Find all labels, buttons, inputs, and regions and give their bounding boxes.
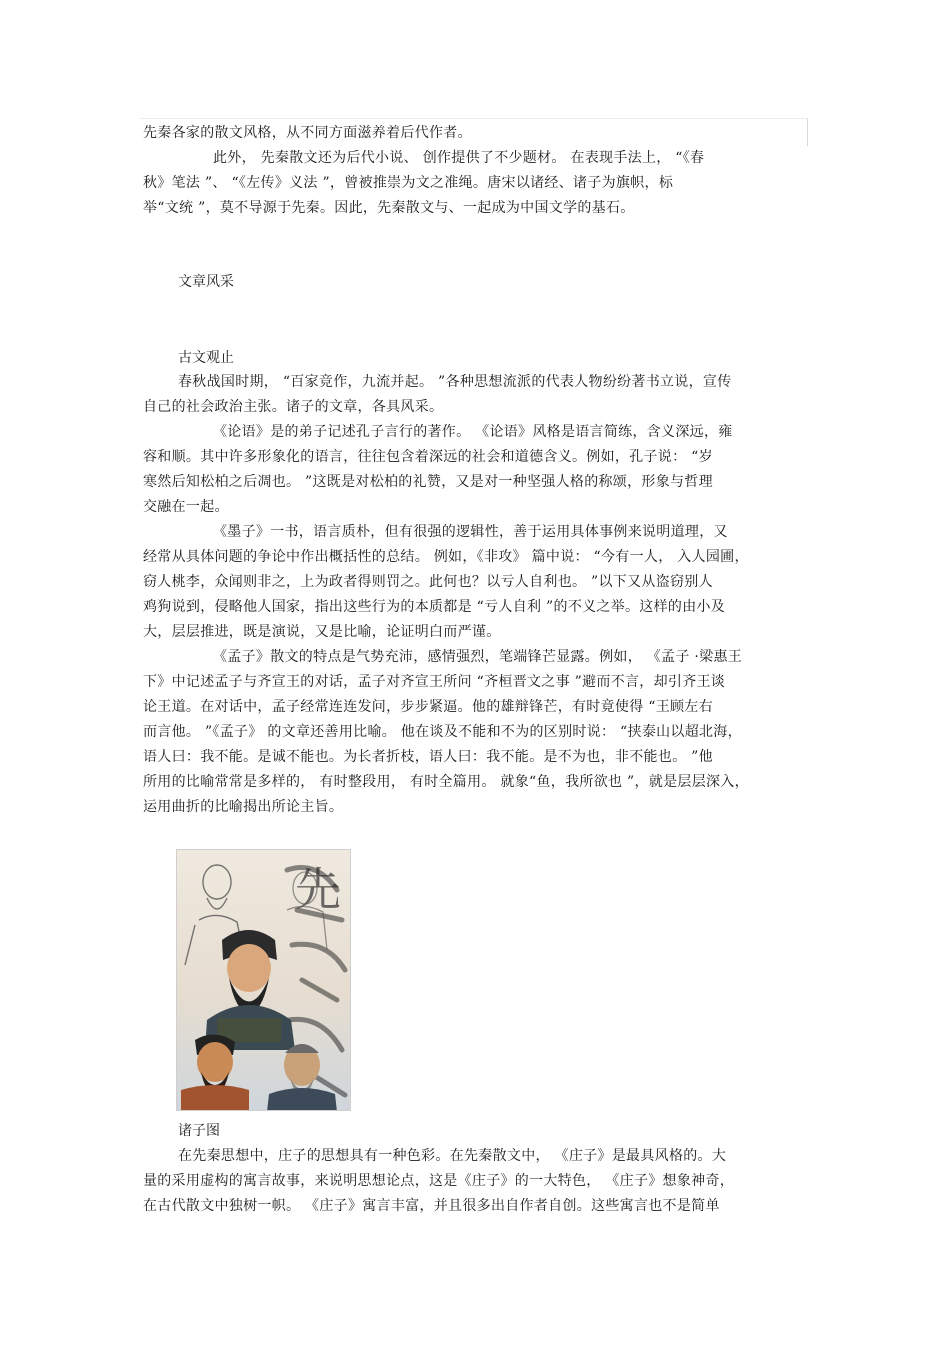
body-line: 容和顺。其中许多形象化的语言，往往包含着深远的社会和道德含义。例如，孔子说： “岁 [143, 449, 713, 465]
intro-line: 此外， 先秦散文还为后代小说、 创作提供了不少题材。 在表现手法上， “《春 [213, 150, 705, 166]
intro-line: 先秦各家的散文风格，从不同方面滋养着后代作者。 [143, 125, 472, 141]
body-line: 语人曰：我不能。是诚不能也。为长者折枝，语人曰：我不能。是不为也，非不能也。 ”他 [143, 749, 713, 765]
body-line: 《墨子》一书，语言质朴，但有很强的逻辑性，善于运用具体事例来说明道理，又 [213, 524, 728, 540]
body-line: 大，层层推进，既是演说，又是比喻，论证明白而严谨。 [143, 624, 501, 640]
body-line: 经常从具体问题的争论中作出概括性的总结。 例如，《非攻》 篇中说： “今有一人， 入人园圃， [143, 549, 749, 565]
closing-line: 在先秦思想中，庄子的思想具有一种色彩。在先秦散文中， 《庄子》是最具风格的。大 [178, 1148, 727, 1164]
body-line: 交融在一起。 [143, 499, 229, 515]
body-line: 而言他。 ”《孟子》 的文章还善用比喻。 他在谈及不能和不为的区别时说： “挟泰山以超北海， [143, 724, 742, 740]
body-line: 论王道。在对话中，孟子经常连连发问，步步紧逼。他的雄辩锋芒，有时竟使得 “王顾左右 [143, 699, 713, 715]
body-line: 鸡狗说到，侵略他人国家，指出这些行为的本质都是 “亏人自利 ”的不义之举。这样的由小及 [143, 599, 726, 615]
section-title: 文章风采 [178, 274, 234, 290]
calligraphy-char: 先 [295, 862, 341, 916]
body-line: 寒然后知松柏之后凋也。 ”这既是对松柏的礼赞，又是对一种坚强人格的称颂，形象与哲理 [143, 474, 713, 490]
body-line: 《论语》是的弟子记述孔子言行的著作。 《论语》风格是语言简练，含义深远，雍 [213, 424, 733, 440]
body-line: 所用的比喻常常是多样的， 有时整段用， 有时全篇用。 就象“鱼，我所欲也 ”，就是层层深入， [143, 774, 749, 790]
intro-line: 秋》笔法 ”、 “《左传》义法 ”，曾被推崇为文之准绳。唐宋以诸经、诸子为旗帜，标 [143, 175, 674, 191]
body-line: 下》中记述孟子与齐宣王的对话，孟子对齐宣王所问 “齐桓晋文之事 ”避而不言，却引齐王谈 [143, 674, 726, 690]
body-line: 自己的社会政治主张。诸子的文章，各具风采。 [143, 399, 444, 415]
intro-line: 举“文统 ”，莫不导源于先秦。因此，先秦散文与、一起成为中国文学的基石。 [143, 200, 635, 216]
philosophers-painting [176, 849, 351, 1111]
body-line: 《孟子》散文的特点是气势充沛，感情强烈，笔端锋芒显露。例如， 《孟子 ·梁惠王 [213, 649, 743, 665]
figure-caption: 诸子图 [178, 1123, 220, 1139]
closing-line: 量的采用虚构的寓言故事，来说明思想论点，这是《庄子》的一大特色， 《庄子》想象神奇， [143, 1173, 735, 1189]
subsection-title: 古文观止 [178, 350, 234, 366]
closing-line: 在古代散文中独树一帜。 《庄子》寓言丰富，并且很多出自作者自创。这些寓言也不是简单 [143, 1198, 720, 1214]
body-line: 窃人桃李，众闻则非之，上为政者得则罚之。此何也？以亏人自利也。 ”以下又从盗窃别人 [143, 574, 713, 590]
body-line: 运用曲折的比喻揭出所论主旨。 [143, 799, 344, 815]
body-line: 春秋战国时期， “百家竞作，九流并起。 ”各种思想流派的代表人物纷纷著书立说，宣传 [178, 374, 732, 390]
